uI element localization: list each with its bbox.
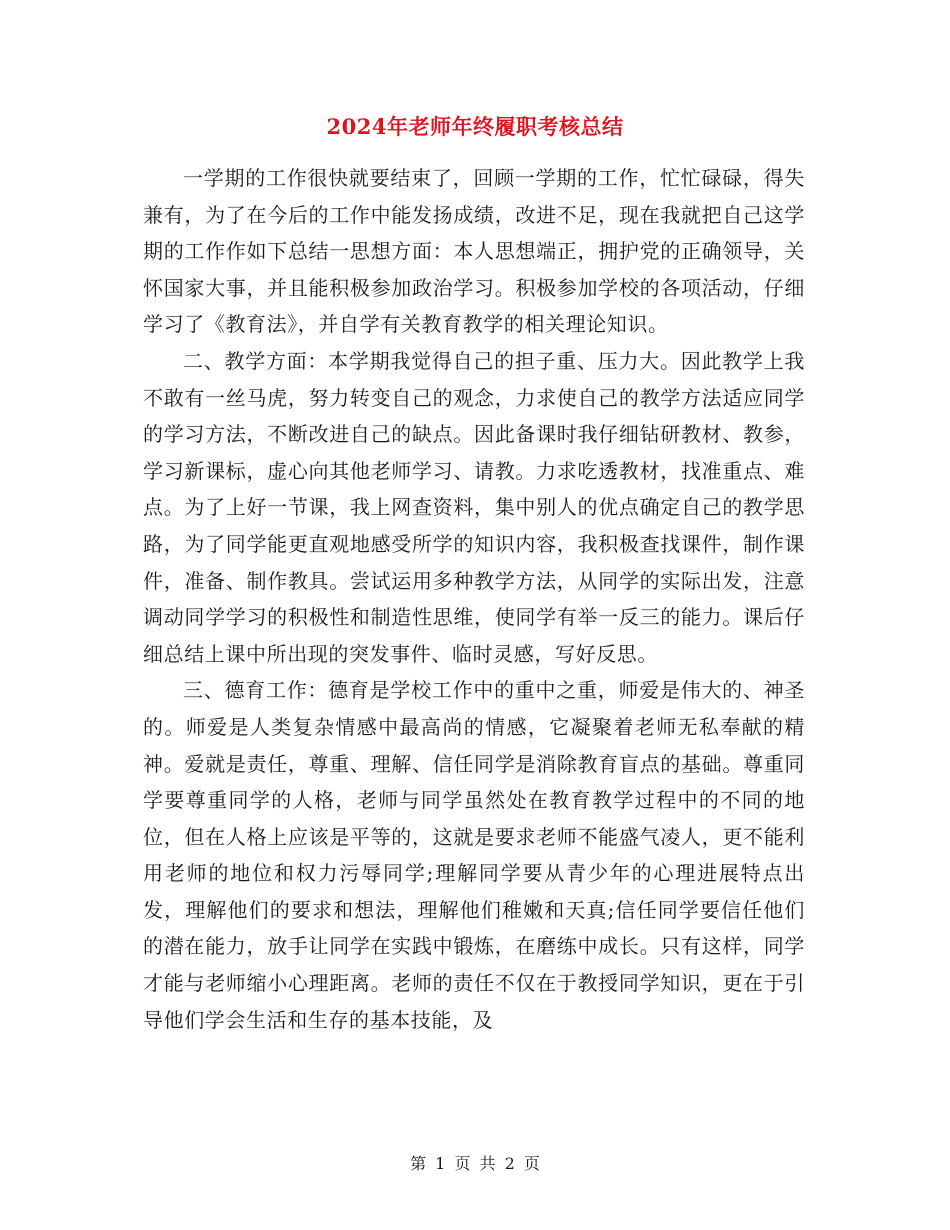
page-number-footer: 第 1 页 共 2 页 (410, 1154, 540, 1173)
document-title: 2024年老师年终履职考核总结 (326, 114, 624, 139)
paragraph-intro: 一学期的工作很快就要结束了，回顾一学期的工作，忙忙碌碌，得失兼有，为了在今后的工作中能发扬成绩，改进不足，现在我就把自己这学期的工作作如下总结一思想方面：本人思想端正，拥护党的正确领导，关怀国家大事，并且能积极参加政治学习。积极参加学校的各项活动，仔细学习了《教育法》，并自学有关教育教学的相关理论知识。 (143, 166, 805, 337)
paragraph-moral-education: 三、德育工作：德育是学校工作中的重中之重，师爱是伟大的、神圣的。师爱是人类复杂情感中最高尚的情感，它凝聚着老师无私奉献的精神。爱就是责任，尊重、理解、信任同学是消除教育盲点的基础。尊重同学要尊重同学的人格，老师与同学虽然处在教育教学过程中的不同的地位，但在人格上应该是平等的，这就是要求老师不能盛气凌人，更不能利用老师的地位和权力污辱同学;理解同学要从青少年的心理进展特点出发，理解他们的要求和想法，理解他们稚嫩和天真;信任同学要信任他们的潜在能力，放手让同学在实践中锻炼，在磨练中成长。只有这样，同学才能与老师缩小心理距离。老师的责任不仅在于教授同学知识，更在于引导他们学会生活和生存的基本技能，及 (143, 678, 805, 1032)
paragraph-teaching: 二、教学方面：本学期我觉得自己的担子重、压力大。因此教学上我不敢有一丝马虎，努力转变自己的观念，力求使自己的教学方法适应同学的学习方法，不断改进自己的缺点。因此备课时我仔细钻研教材、教参，学习新课标，虚心向其他老师学习、请教。力求吃透教材，找准重点、难点。为了上好一节课，我上网查资料，集中别人的优点确定自己的教学思路，为了同学能更直观地感受所学的知识内容，我积极查找课件，制作课件，准备、制作教具。尝试运用多种教学方法，从同学的实际出发，注意调动同学学习的积极性和制造性思维，使同学有举一反三的能力。课后仔细总结上课中所出现的突发事件、临时灵感，写好反思。 (143, 348, 805, 666)
document-body (143, 160, 805, 1038)
